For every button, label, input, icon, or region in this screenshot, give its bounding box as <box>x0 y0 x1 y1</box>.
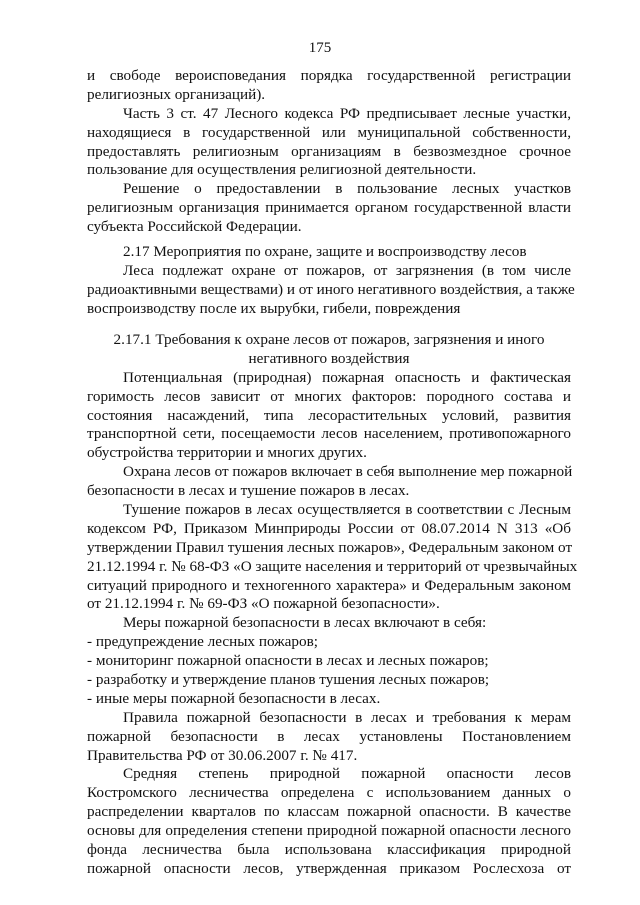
text-line: Правила пожарной безопасности в лесах и требования к мерам <box>123 708 571 726</box>
text-line: распределении кварталов по классам пожарной опасности. В качестве <box>87 803 571 821</box>
list-item: - мониторинг пожарной опасности в лесах и лесных пожаров; <box>87 652 489 670</box>
text-line: предоставлять религиозным организациям в безвозмездное срочное <box>87 142 571 160</box>
subsection-heading: негативного воздействия <box>248 349 410 367</box>
text-line: Решение о предоставлении в пользование лесных участков <box>123 180 571 198</box>
text-line: Часть 3 ст. 47 Лесного кодекса РФ предписывает лесные участки, <box>123 104 571 122</box>
list-item: - иные меры пожарной безопасности в лесах. <box>87 689 381 707</box>
section-2-17 <box>87 243 575 319</box>
text-line: пользование для осуществления религиозной деятельности. <box>87 161 477 179</box>
text-line: горимость лесов зависит от многих факторов: породного состава и <box>87 387 571 405</box>
list-item: - разработку и утверждение планов тушения лесных пожаров; <box>87 671 490 689</box>
list-item: - предупреждение лесных пожаров; <box>87 633 318 651</box>
text-line: религиозных организаций). <box>87 85 266 103</box>
text-line: пожарной опасности лесов, утвержденная приказом Рослесхоза от <box>87 859 571 877</box>
text-line: субъекта Российской Федерации. <box>87 218 302 236</box>
text-line: обустройства территории и многих других. <box>87 444 367 462</box>
text-line: безопасности в лесах и тушение пожаров в лесах. <box>87 482 410 500</box>
text-line: ситуаций природного и техногенного характера» и Федеральным законом <box>87 576 571 594</box>
page-number: 175 <box>308 40 332 56</box>
subsection-heading: 2.17.1 Требования к охране лесов от пожаров, загрязнения и иного <box>113 331 545 348</box>
text-line: от 21.12.1994 г. № 69-ФЗ «О пожарной безопасности». <box>87 595 440 613</box>
section-2-17-1 <box>87 331 578 879</box>
text-line: находящиеся в государственной или муниципальной собственности, <box>87 123 571 141</box>
text-line: Костромского лесничества определена с использованием данных о <box>87 784 571 802</box>
text-line: основы для определения степени природной пожарной опасности лесного <box>87 822 571 840</box>
text-line: кодексом РФ, Приказом Минприроды России от 08.07.2014 N 313 «Об <box>87 519 571 537</box>
text-line: Леса подлежат охране от пожаров, от загрязнения (в том числе <box>123 261 571 279</box>
text-line: 21.12.1994 г. № 68-ФЗ «О защите населения и территорий от чрезвычайных <box>87 557 578 575</box>
section-heading: 2.17 Мероприятия по охране, защите и воспроизводству лесов <box>123 243 527 260</box>
text-line: воспроизводству после их вырубки, гибели, повреждения <box>87 299 461 317</box>
text-line: и свободе вероисповедания порядка государственной регистрации <box>87 67 571 84</box>
text-line: радиоактивными веществами) и от иного негативного воздействия, а также <box>87 280 575 298</box>
text-line: пожарной безопасности в лесах установлены Постановлением <box>87 727 571 745</box>
text-line: Средняя степень природной пожарной опасности лесов <box>123 765 571 783</box>
text-line: Охрана лесов от пожаров включает в себя выполнение мер пожарной <box>123 463 573 481</box>
text-line: состояния насаждений, типа лесорастительных условий, развития <box>87 406 571 424</box>
text-line: транспортной сети, посещаемости лесов населением, противопожарного <box>87 425 571 443</box>
text-line: утверждении Правил тушения лесных пожаров», Федеральным законом от <box>87 538 573 556</box>
text-line: Тушение пожаров в лесах осуществляется в соответствии с Лесным <box>123 501 571 519</box>
text-line: Правительства РФ от 30.06.2007 г. № 417. <box>87 746 358 764</box>
text-line: религиозным организация принимается органом государственной власти <box>87 199 571 217</box>
text-line: Потенциальная (природная) пожарная опасность и фактическая <box>123 368 571 386</box>
section-intro <box>87 67 571 237</box>
text-line: Меры пожарной безопасности в лесах включают в себя: <box>123 614 487 632</box>
text-line: фонда лесничества была использована классификация природной <box>87 841 571 859</box>
